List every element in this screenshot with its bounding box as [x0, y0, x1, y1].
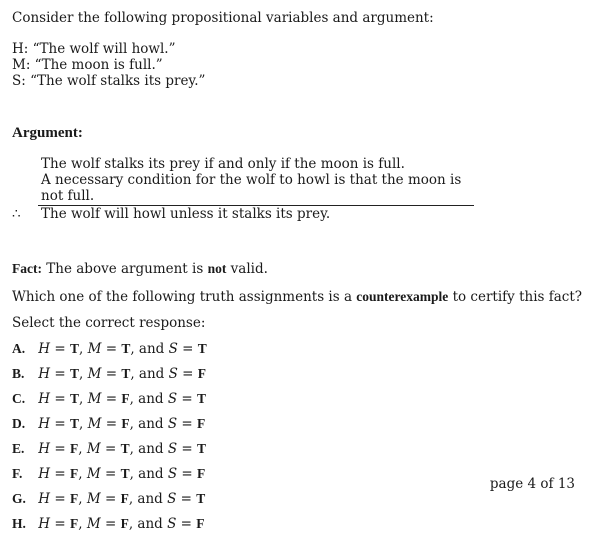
variable-name: H: [12, 41, 24, 57]
option-assignment: H = F, M = F, and S = T: [38, 491, 206, 507]
value-h: F: [69, 491, 79, 506]
question-text: [12, 288, 592, 306]
variable-text: “The wolf stalks its prey.”: [30, 73, 206, 89]
question-emphasis: counterexample: [356, 289, 449, 304]
variable-name: M: [12, 57, 26, 73]
answer-options: [12, 340, 592, 540]
premise-2: A necessary condition for the wolf to howl is that the moon is not full.: [41, 172, 462, 204]
value-h: T: [69, 366, 79, 381]
option-letter: D.: [12, 416, 26, 431]
option-assignment: H = T, M = F, and S = F: [38, 416, 206, 432]
premise-1: The wolf stalks its prey if and only if the moon is full.: [41, 156, 405, 172]
value-m: F: [121, 416, 130, 431]
value-s: T: [197, 391, 207, 406]
fact-text-pre: The above argument is: [46, 261, 204, 277]
value-m: F: [120, 516, 129, 531]
option-assignment: H = F, M = F, and S = F: [38, 516, 205, 532]
value-m: T: [120, 441, 130, 456]
fact-emphasis: not: [207, 261, 227, 276]
therefore-symbol: ∴: [12, 206, 21, 222]
fact-label: Fact:: [12, 261, 42, 276]
argument-heading: Argument:: [12, 125, 83, 141]
option-letter: E.: [12, 441, 25, 456]
argument-block: [12, 156, 482, 222]
option-e[interactable]: [12, 440, 592, 465]
value-s: F: [197, 366, 207, 381]
option-letter: F.: [12, 466, 23, 481]
intro-text: Consider the following propositional variables and argument:: [12, 10, 434, 26]
value-s: T: [196, 491, 206, 506]
option-letter: H.: [12, 516, 26, 531]
conclusion-row: [12, 206, 482, 222]
fact-text-post: valid.: [230, 261, 268, 277]
option-h[interactable]: [12, 515, 592, 540]
select-prompt: Select the correct response:: [12, 315, 206, 331]
value-h: T: [69, 391, 79, 406]
variable-h: H: “The wolf will howl.”: [12, 41, 176, 57]
value-h: F: [69, 516, 79, 531]
option-g[interactable]: [12, 490, 592, 515]
value-s: T: [197, 441, 207, 456]
variable-m: M: “The moon is full.”: [12, 57, 163, 73]
option-assignment: H = T, M = T, and S = F: [38, 366, 207, 382]
variable-s: S: “The wolf stalks its prey.”: [12, 73, 206, 89]
question-page: [12, 10, 592, 540]
variable-text: “The wolf will howl.”: [32, 41, 176, 57]
value-s: F: [197, 416, 206, 431]
option-assignment: H = F, M = T, and S = T: [38, 441, 207, 457]
option-a[interactable]: [12, 340, 592, 365]
option-b[interactable]: [12, 365, 592, 390]
option-assignment: H = F, M = T, and S = F: [38, 466, 206, 482]
option-c[interactable]: [12, 390, 592, 415]
option-letter: B.: [12, 366, 25, 381]
option-d[interactable]: [12, 415, 592, 440]
option-assignment: H = T, M = T, and S = T: [38, 341, 207, 357]
question-text-pre: Which one of the following truth assignments is a: [12, 289, 352, 305]
value-h: F: [69, 466, 79, 481]
option-letter: A.: [12, 341, 26, 356]
value-h: F: [69, 441, 79, 456]
variable-name: S: [12, 73, 22, 89]
variable-text: “The moon is full.”: [34, 57, 163, 73]
value-s: F: [197, 466, 206, 481]
value-h: T: [69, 416, 79, 431]
value-h: T: [69, 341, 79, 356]
option-letter: G.: [12, 491, 26, 506]
value-m: F: [120, 491, 129, 506]
value-m: T: [121, 366, 131, 381]
question-text-post: to certify this fact?: [452, 289, 583, 305]
option-assignment: H = T, M = F, and S = T: [38, 391, 207, 407]
value-m: T: [120, 466, 130, 481]
variable-list: [12, 41, 592, 89]
option-letter: C.: [12, 391, 26, 406]
value-s: F: [196, 516, 205, 531]
value-m: T: [121, 341, 131, 356]
fact-statement: [12, 260, 592, 278]
conclusion-text: The wolf will howl unless it stalks its prey.: [41, 206, 331, 222]
page-number: page 4 of 13: [489, 476, 575, 492]
value-s: T: [197, 341, 207, 356]
value-m: F: [121, 391, 130, 406]
